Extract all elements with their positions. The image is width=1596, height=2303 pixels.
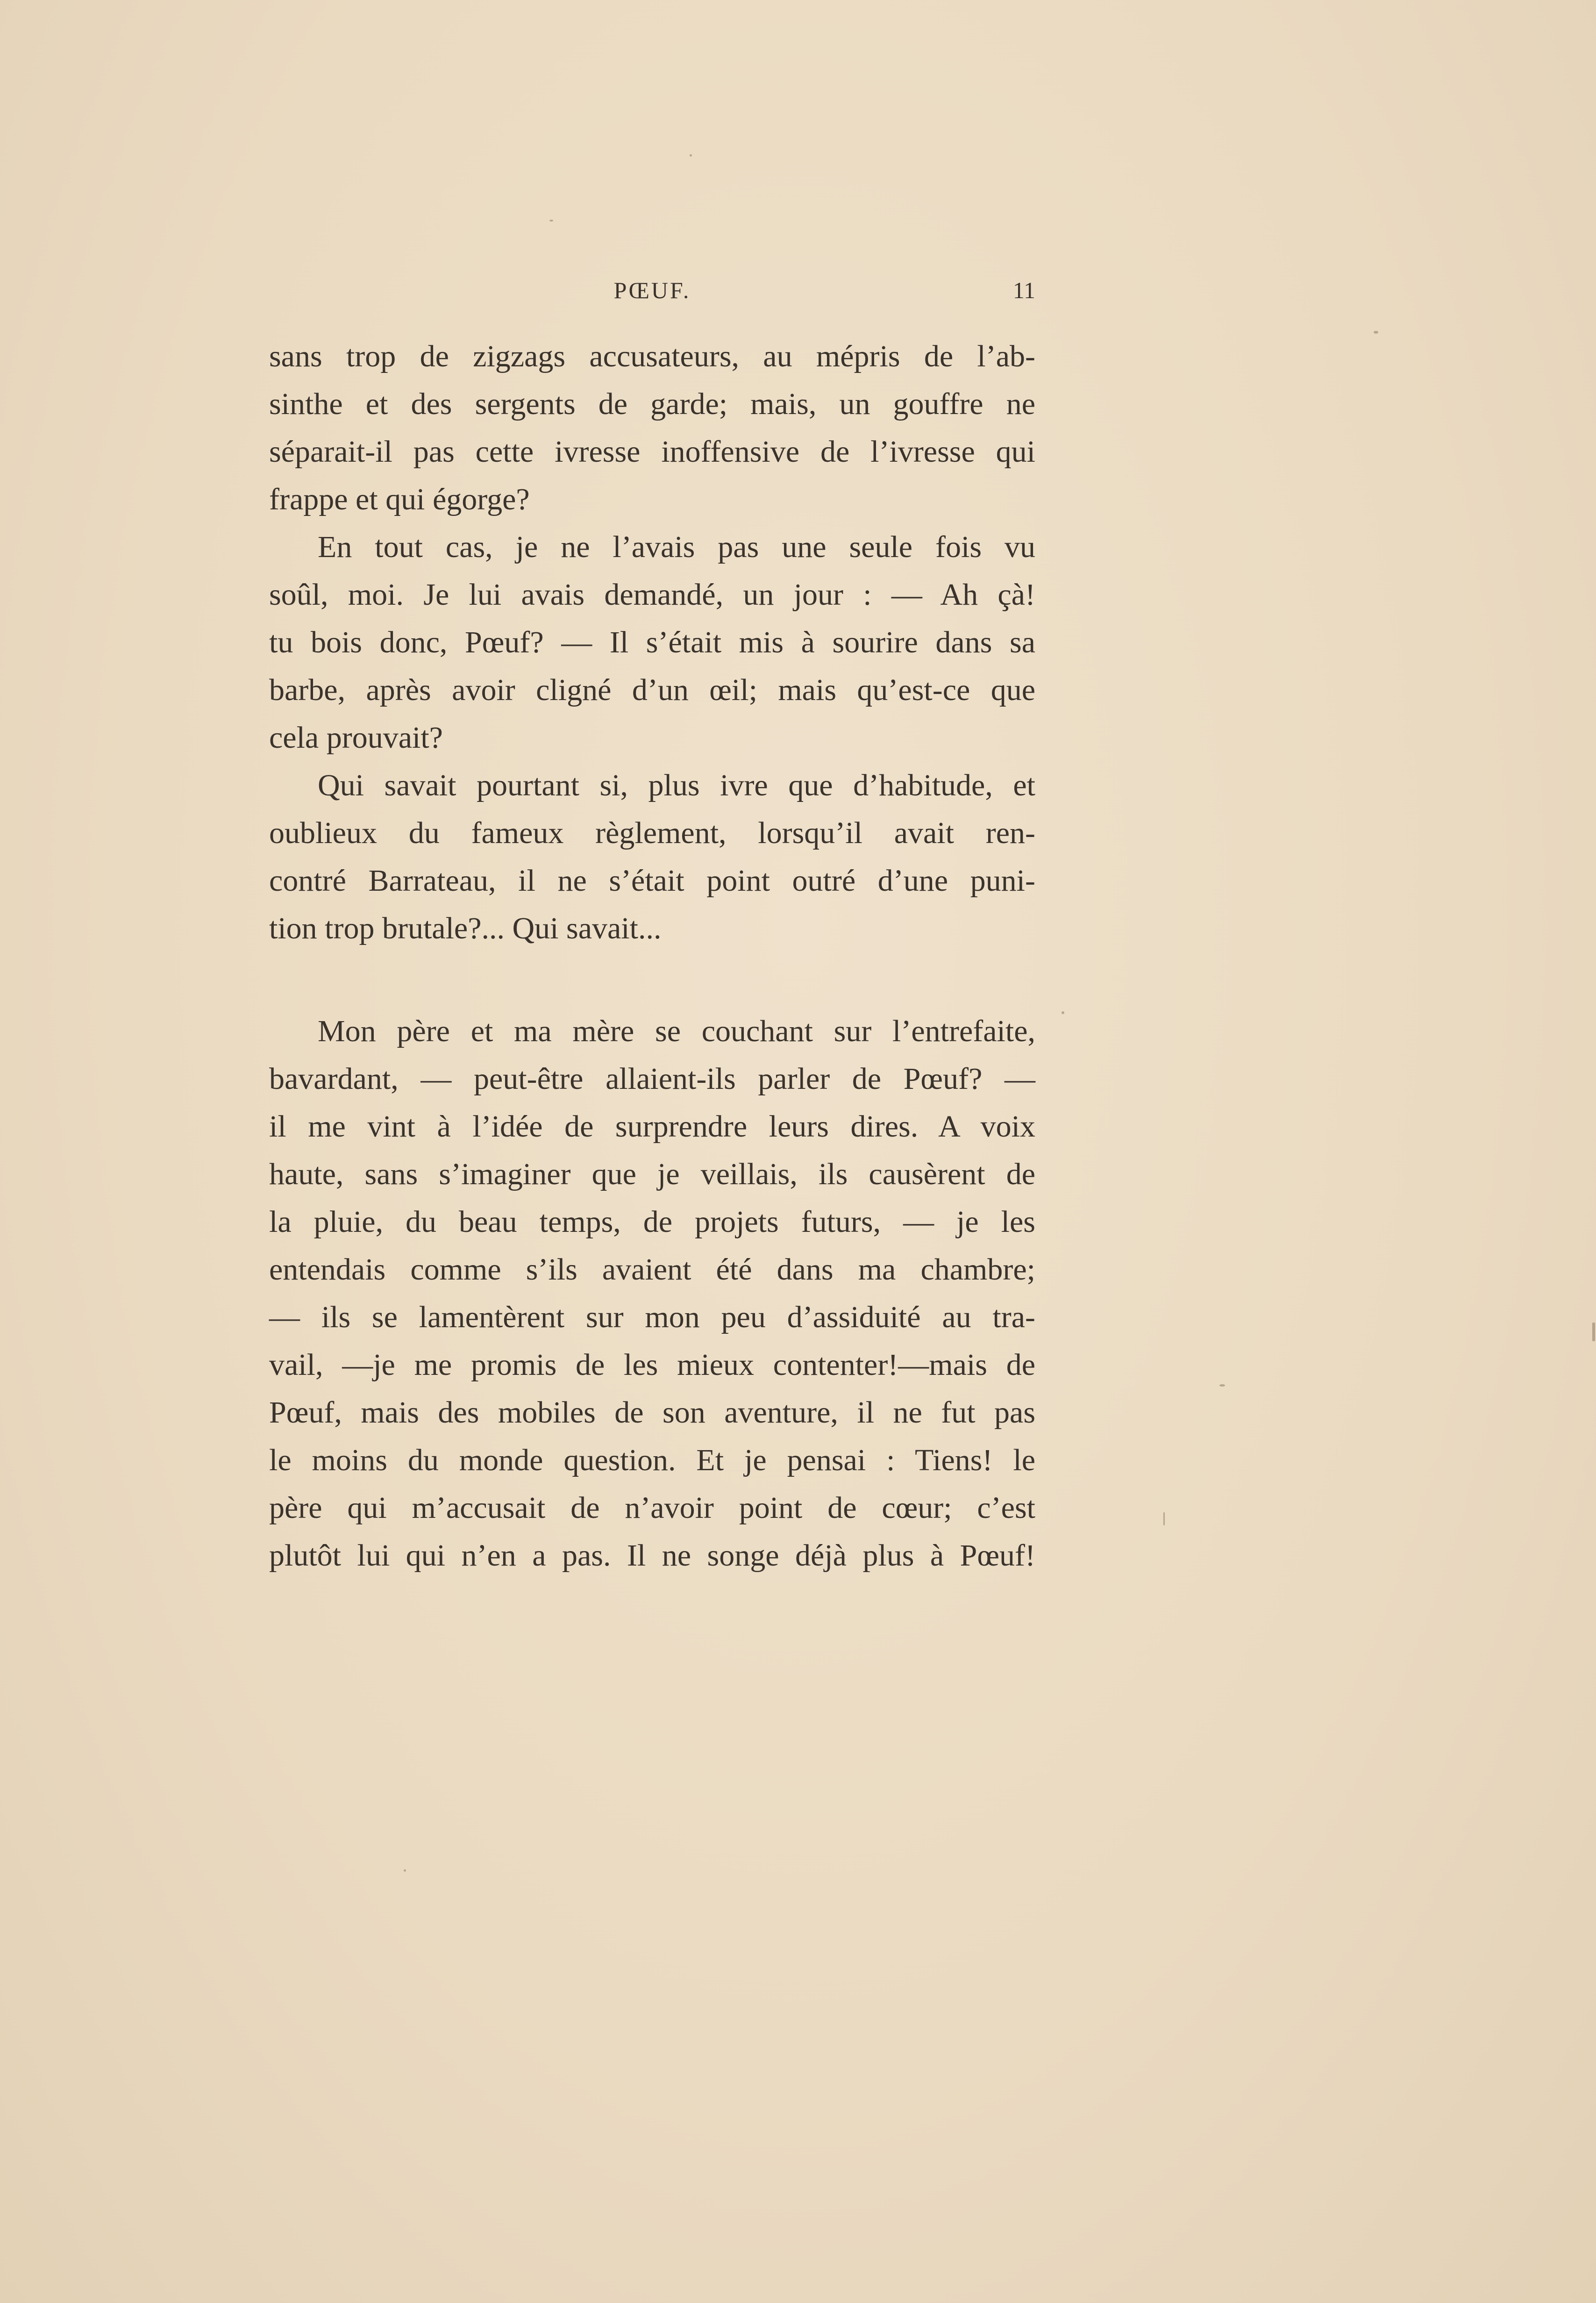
text-line: frappe et qui égorge?	[269, 482, 530, 516]
text-line: tu bois donc, Pœuf? — Il s’était mis à sourire dans sa	[269, 625, 1035, 659]
paper-speck	[690, 154, 692, 157]
text-line: cela prouvait?	[269, 721, 443, 755]
body-text	[269, 333, 1035, 1580]
text-line: il me vint à l’idée de surprendre leurs dires. A voix	[269, 1109, 1035, 1144]
text-line: entendais comme s’ils avaient été dans ma chambre;	[269, 1252, 1035, 1287]
paragraph-4	[269, 1008, 1035, 1580]
paper-speck	[1219, 1384, 1225, 1387]
text-line: En tout cas, je ne l’avais pas une seule fois vu	[318, 530, 1035, 564]
running-title: PŒUF.	[613, 277, 691, 303]
text-line: haute, sans s’imaginer que je veillais, ils causèrent de	[269, 1157, 1035, 1191]
running-head	[269, 277, 1035, 314]
paragraph-3	[269, 762, 1035, 952]
text-line: vail, —je me promis de les mieux contenter!—mais de	[269, 1348, 1035, 1382]
text-line: oublieux du fameux règlement, lorsqu’il avait ren-	[269, 816, 1035, 850]
paper-speck	[1374, 331, 1378, 334]
text-line: Mon père et ma mère se couchant sur l’entrefaite,	[318, 1014, 1035, 1048]
paper-speck	[1592, 1323, 1595, 1341]
text-line: contré Barrateau, il ne s’était point outré d’une puni-	[269, 864, 1035, 898]
text-line: — ils se lamentèrent sur mon peu d’assiduité au tra-	[269, 1300, 1035, 1334]
text-line: le moins du monde question. Et je pensai : Tiens! le	[269, 1443, 1035, 1477]
paper-speck	[1163, 1512, 1165, 1525]
text-line: séparait-il pas cette ivresse inoffensive de l’ivresse qui	[269, 435, 1035, 469]
paragraph-1	[269, 333, 1035, 523]
paragraph-2	[269, 523, 1035, 762]
section-break	[269, 952, 1035, 1008]
text-line: barbe, après avoir cligné d’un œil; mais qu’est-ce que	[269, 673, 1035, 707]
paper-speck	[549, 220, 553, 222]
text-line: sans trop de zigzags accusateurs, au mépris de l’ab-	[269, 339, 1035, 373]
text-line: Qui savait pourtant si, plus ivre que d’habitude, et	[318, 768, 1035, 802]
text-line: plutôt lui qui n’en a pas. Il ne songe déjà plus à Pœuf!	[269, 1538, 1035, 1573]
paper-speck	[404, 1869, 406, 1872]
text-line: Pœuf, mais des mobiles de son aventure, il ne fut pas	[269, 1395, 1035, 1430]
text-line: sinthe et des sergents de garde; mais, un gouffre ne	[269, 387, 1035, 421]
text-line: soûl, moi. Je lui avais demandé, un jour : — Ah çà!	[269, 578, 1035, 612]
text-line: la pluie, du beau temps, de projets futurs, — je les	[269, 1205, 1035, 1239]
text-line: tion trop brutale?... Qui savait...	[269, 911, 662, 945]
paper-speck	[1062, 1011, 1064, 1014]
text-line: bavardant, — peut-être allaient-ils parler de Pœuf? —	[269, 1062, 1035, 1096]
page-number: 11	[1012, 277, 1035, 303]
text-line: père qui m’accusait de n’avoir point de cœur; c’est	[269, 1491, 1035, 1525]
